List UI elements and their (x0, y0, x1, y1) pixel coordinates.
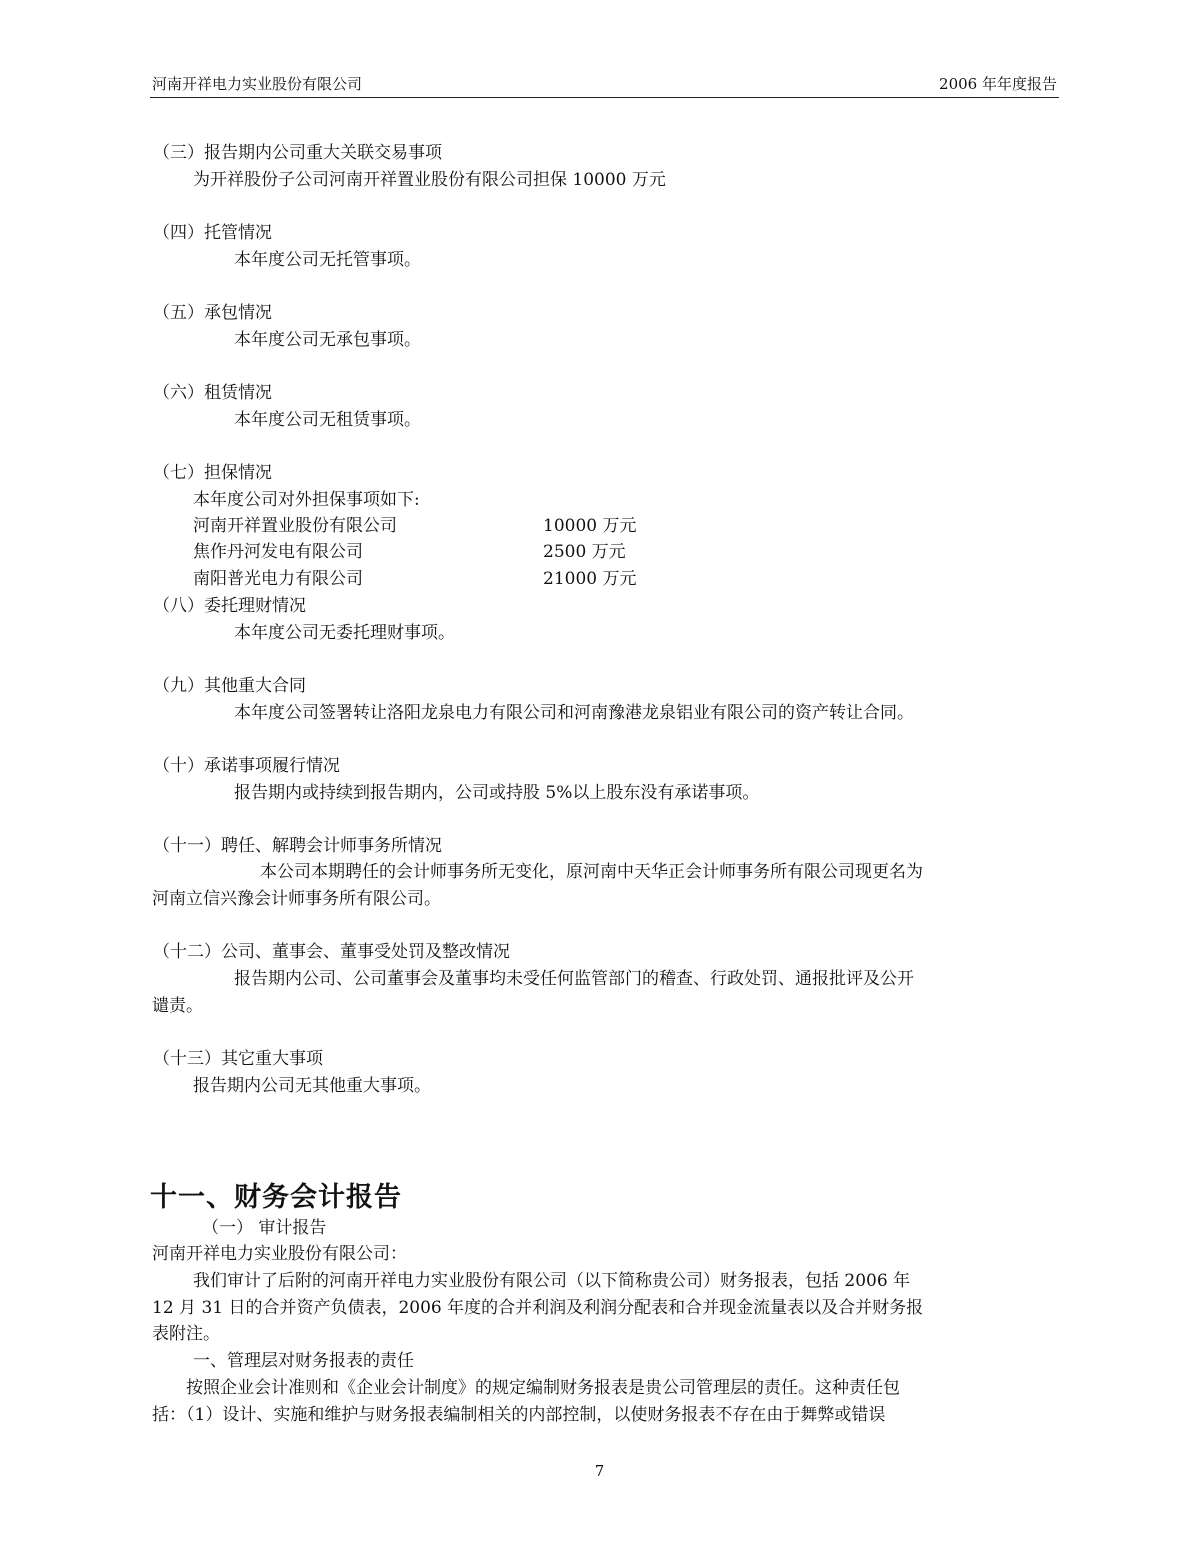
section-11-body-line1: 本公司本期聘任的会计师事务所无变化，原河南中天华正会计师事务所有限公司现更名为 (260, 862, 923, 882)
section-11-body-line2: 河南立信兴豫会计师事务所有限公司。 (152, 889, 441, 909)
guarantee-row-amount: 2500 万元 (543, 542, 626, 562)
guarantee-row-amount: 10000 万元 (543, 516, 637, 536)
header-company: 河南开祥电力实业股份有限公司 (152, 75, 363, 93)
section-6-title: （六）租赁情况 (153, 383, 272, 403)
header-report-title: 2006 年年度报告 (939, 75, 1057, 93)
guarantee-row-name: 河南开祥置业股份有限公司 (193, 516, 397, 536)
guarantee-row-name: 南阳普光电力有限公司 (193, 569, 363, 589)
guarantee-row-amount: 21000 万元 (543, 569, 637, 589)
section-12-title: （十二）公司、董事会、董事受处罚及整改情况 (153, 942, 510, 962)
header-rule (150, 97, 1059, 98)
audit-para1-line3: 表附注。 (152, 1324, 220, 1344)
audit-para2-line2: 括：（1）设计、实施和维护与财务报表编制相关的内部控制，以使财务报表不存在由于舞弊或错误 (152, 1405, 886, 1425)
section-7-title: （七）担保情况 (153, 463, 272, 483)
section-6-body: 本年度公司无租赁事项。 (234, 410, 421, 430)
section-4-body: 本年度公司无托管事项。 (234, 250, 421, 270)
section-13-body: 报告期内公司无其他重大事项。 (193, 1076, 431, 1096)
section-9-title: （九）其他重大合同 (153, 676, 306, 696)
section-8-title: （八）委托理财情况 (153, 596, 306, 616)
audit-para1-line2: 12 月 31 日的合并资产负债表，2006 年度的合并利润及利润分配表和合并现金流量表以及合并财务报 (152, 1298, 924, 1318)
chapter-subtitle: （一） 审计报告 (202, 1218, 327, 1238)
section-10-title: （十）承诺事项履行情况 (153, 756, 340, 776)
section-3-body: 为开祥股份子公司河南开祥置业股份有限公司担保 10000 万元 (193, 170, 666, 190)
guarantee-row-name: 焦作丹河发电有限公司 (193, 542, 363, 562)
page-number: 7 (594, 1462, 605, 1480)
audit-heading-1: 一、管理层对财务报表的责任 (193, 1351, 414, 1371)
section-8-body: 本年度公司无委托理财事项。 (234, 623, 455, 643)
section-12-body-line2: 谴责。 (152, 996, 203, 1016)
section-5-body: 本年度公司无承包事项。 (234, 330, 421, 350)
section-12-body-line1: 报告期内公司、公司董事会及董事均未受任何监管部门的稽查、行政处罚、通报批评及公开 (234, 969, 914, 989)
section-3-title: （三）报告期内公司重大关联交易事项 (153, 143, 442, 163)
section-9-body: 本年度公司签署转让洛阳龙泉电力有限公司和河南豫港龙泉铝业有限公司的资产转让合同。 (234, 703, 914, 723)
audit-para1-line1: 我们审计了后附的河南开祥电力实业股份有限公司（以下简称贵公司）财务报表，包括 2006 年 (193, 1271, 911, 1291)
audit-addressee: 河南开祥电力实业股份有限公司： (152, 1244, 407, 1264)
section-13-title: （十三）其它重大事项 (153, 1049, 323, 1069)
section-11-title: （十一）聘任、解聘会计师事务所情况 (153, 836, 442, 856)
section-4-title: （四）托管情况 (153, 223, 272, 243)
section-7-intro: 本年度公司对外担保事项如下: (193, 490, 420, 510)
section-5-title: （五）承包情况 (153, 303, 272, 323)
section-10-body: 报告期内或持续到报告期内，公司或持股 5%以上股东没有承诺事项。 (234, 783, 760, 803)
audit-para2-line1: 按照企业会计准则和《企业会计制度》的规定编制财务报表是贵公司管理层的责任。这种责任包 (186, 1378, 900, 1398)
chapter-title: 十一、财务会计报告 (150, 1182, 402, 1213)
